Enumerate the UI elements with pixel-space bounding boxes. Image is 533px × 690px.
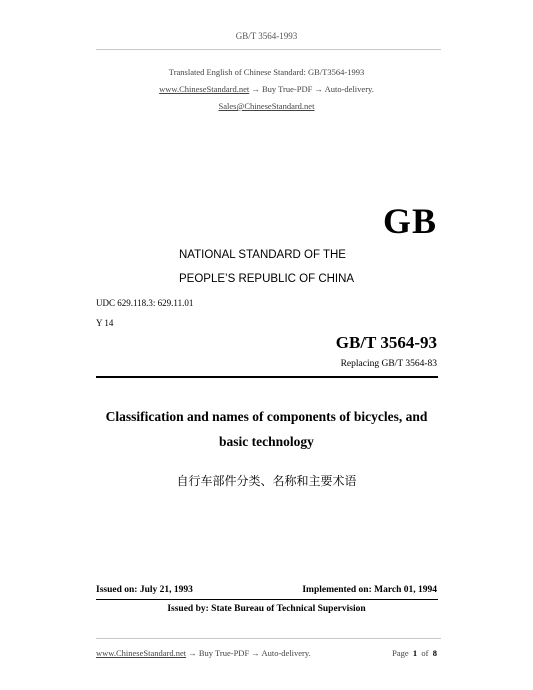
translation-note: Translated English of Chinese Standard: GB/T3564-1993 bbox=[168, 67, 365, 77]
running-header: GB/T 3564-1993 bbox=[235, 31, 298, 41]
page-total: 8 bbox=[432, 648, 437, 658]
issuing-authority: Issued by: State Bureau of Technical Supervision bbox=[167, 604, 366, 614]
udc-code: UDC 629.118.3: 629.11.01 bbox=[96, 298, 194, 308]
footer-link-line bbox=[96, 648, 311, 658]
page-indicator bbox=[392, 648, 437, 658]
classification-code: Y 14 bbox=[96, 318, 114, 328]
email-link[interactable]: Sales@ChineseStandard.net bbox=[218, 101, 315, 111]
purchase-text: → Buy True-PDF → Auto-delivery. bbox=[249, 84, 374, 94]
implemented-date: Implemented on: March 01, 1994 bbox=[302, 585, 437, 595]
national-standard-line2: PEOPLE’S REPUBLIC OF CHINA bbox=[179, 273, 355, 285]
title-line2: basic technology bbox=[219, 434, 314, 449]
national-standard-line1: NATIONAL STANDARD OF THE bbox=[179, 249, 346, 261]
page-number: 1 bbox=[412, 648, 418, 658]
issue-divider bbox=[96, 599, 438, 600]
email-line bbox=[0, 101, 533, 111]
replacing-note: Replacing GB/T 3564-83 bbox=[340, 359, 437, 369]
page-word: Page bbox=[392, 648, 409, 658]
of-word: of bbox=[421, 648, 429, 658]
issued-date: Issued on: July 21, 1993 bbox=[96, 585, 193, 595]
title-divider bbox=[96, 376, 438, 378]
footer-divider bbox=[96, 638, 441, 639]
website-link[interactable]: www.ChineseStandard.net bbox=[159, 84, 250, 94]
gb-mark: GB bbox=[382, 201, 437, 241]
header-divider bbox=[96, 49, 441, 50]
title-line1: Classification and names of components of bicycles, and bbox=[105, 409, 428, 424]
standard-code: GB/T 3564-93 bbox=[335, 333, 437, 352]
purchase-line bbox=[0, 84, 533, 94]
footer-purchase-text: → Buy True-PDF → Auto-delivery. bbox=[186, 648, 311, 658]
footer-website-link[interactable]: www.ChineseStandard.net bbox=[96, 648, 187, 658]
title-chinese: 自行车部件分类、名称和主要术语 bbox=[176, 474, 357, 488]
